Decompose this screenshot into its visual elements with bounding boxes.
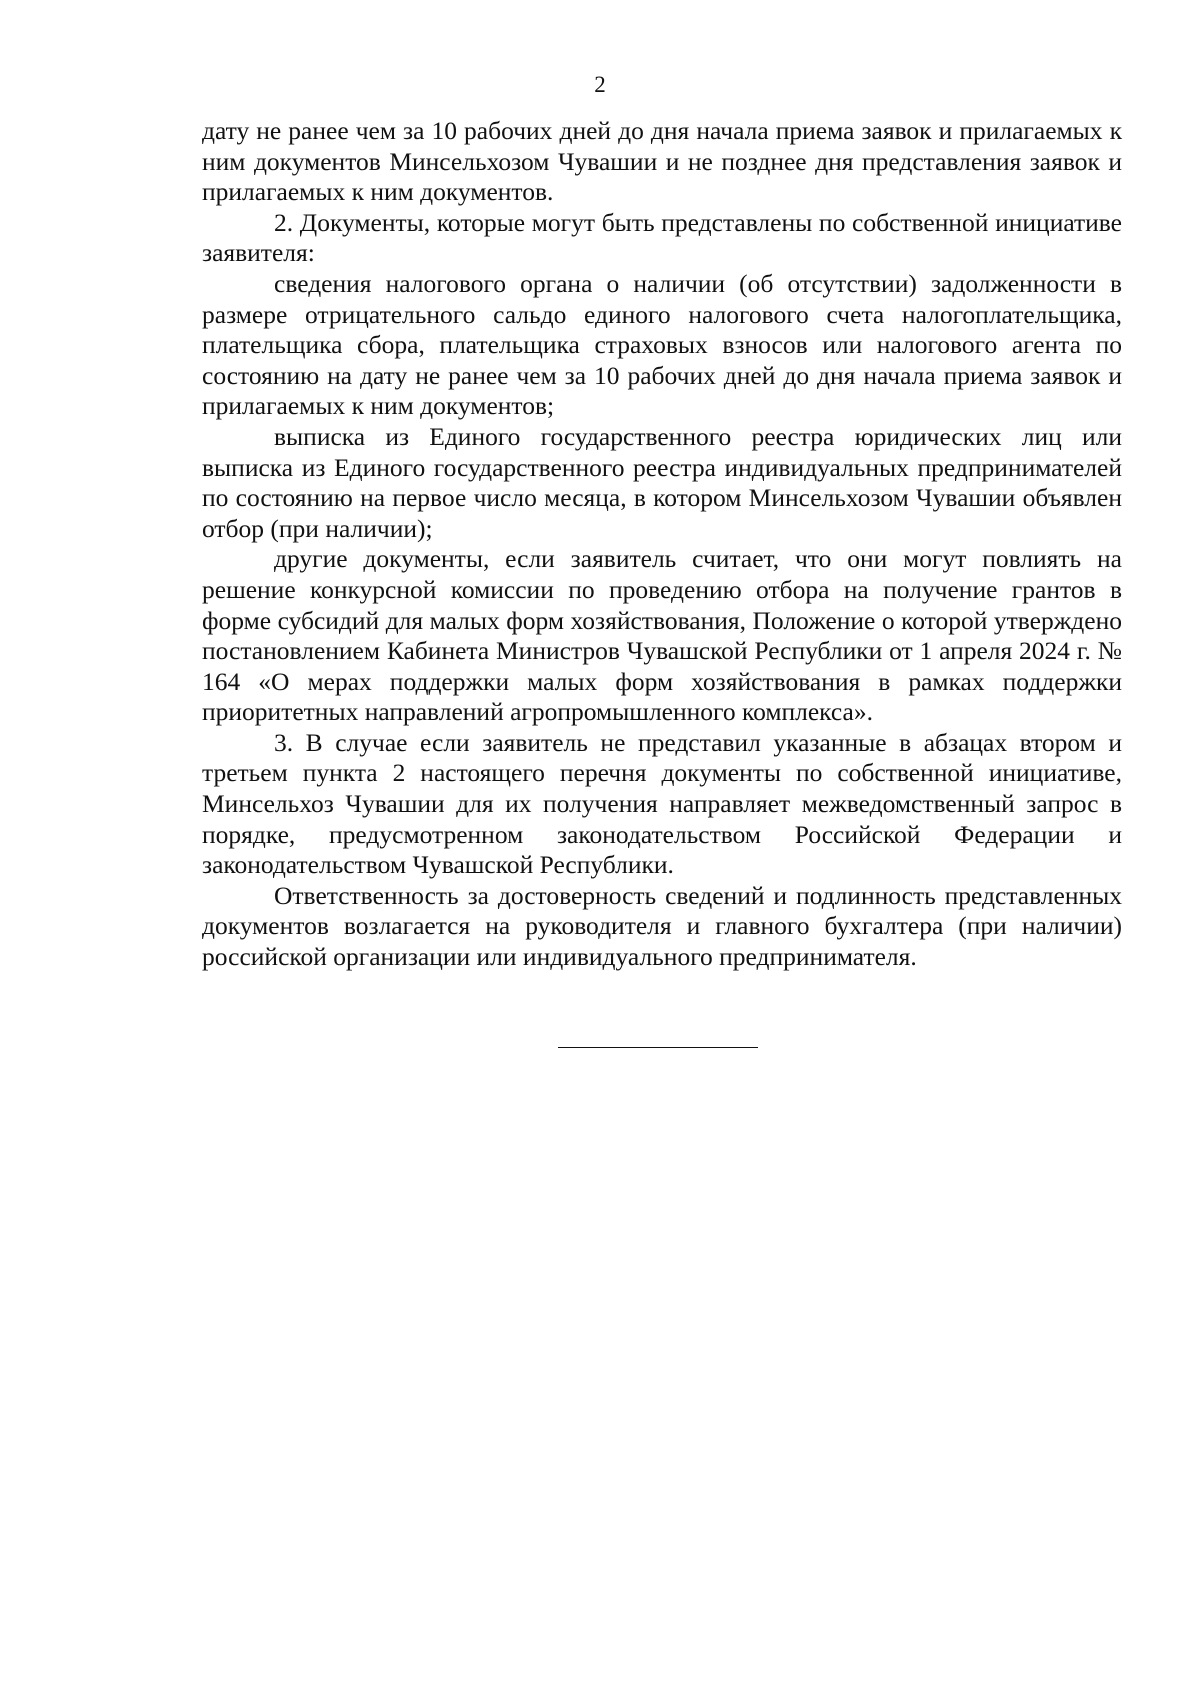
paragraph-continuation: дату не ранее чем за 10 рабочих дней до дня начала приема заявок и прилагаемых к ним документов Минсельхозом Чувашии и не позднее дня представления заявок и прилагаемых к ним документов.: [202, 116, 1122, 207]
paragraph-registry-extract: выписка из Единого государственного реестра юридических лиц или выписка из Единого государственного реестра индивидуальных предпринимателей по состоянию на первое число месяца, в котором Минсельхозом Чувашии объявлен отбор (при наличии);: [202, 421, 1122, 543]
paragraph-item-3: 3. В случае если заявитель не представил указанные в абзацах втором и третьем пункта 2 настоящего перечня документы по собственной инициативе, Минсельхоз Чувашии для их получения направляет межведомственный запрос в порядке, предусмотренном законодательством Российской Федерации и законодательством Чувашской Республики.: [202, 727, 1122, 880]
paragraph-other-documents: другие документы, если заявитель считает, что они могут повлиять на решение конкурсной комиссии по проведению отбора на получение грантов в форме субсидий для малых форм хозяйствования, Положение о которой утверждено постановлением Кабинета Министров Чувашской Республики от 1 апреля 2024 г. № 164 «О мерах поддержки малых форм хозяйствования в рамках поддержки приоритетных направлений агропромышленного комплекса».: [202, 544, 1122, 727]
document-body: [202, 116, 1122, 973]
paragraph-item-2: 2. Документы, которые могут быть представлены по собственной инициативе заявителя:: [202, 207, 1122, 268]
paragraph-responsibility: Ответственность за достоверность сведений и подлинность представленных документов возлагается на руководителя и главного бухгалтера (при наличии) российской организации или индивидуального предпринимателя.: [202, 880, 1122, 972]
end-divider-line: [558, 1047, 758, 1048]
paragraph-tax-info: сведения налогового органа о наличии (об отсутствии) задолженности в размере отрицательного сальдо единого налогового счета налогоплательщика, плательщика сбора, плательщика страховых взносов или налогового агента по состоянию на дату не ранее чем за 10 рабочих дней до дня начала приема заявок и прилагаемых к ним документов;: [202, 268, 1122, 421]
page-number: 2: [594, 72, 606, 97]
